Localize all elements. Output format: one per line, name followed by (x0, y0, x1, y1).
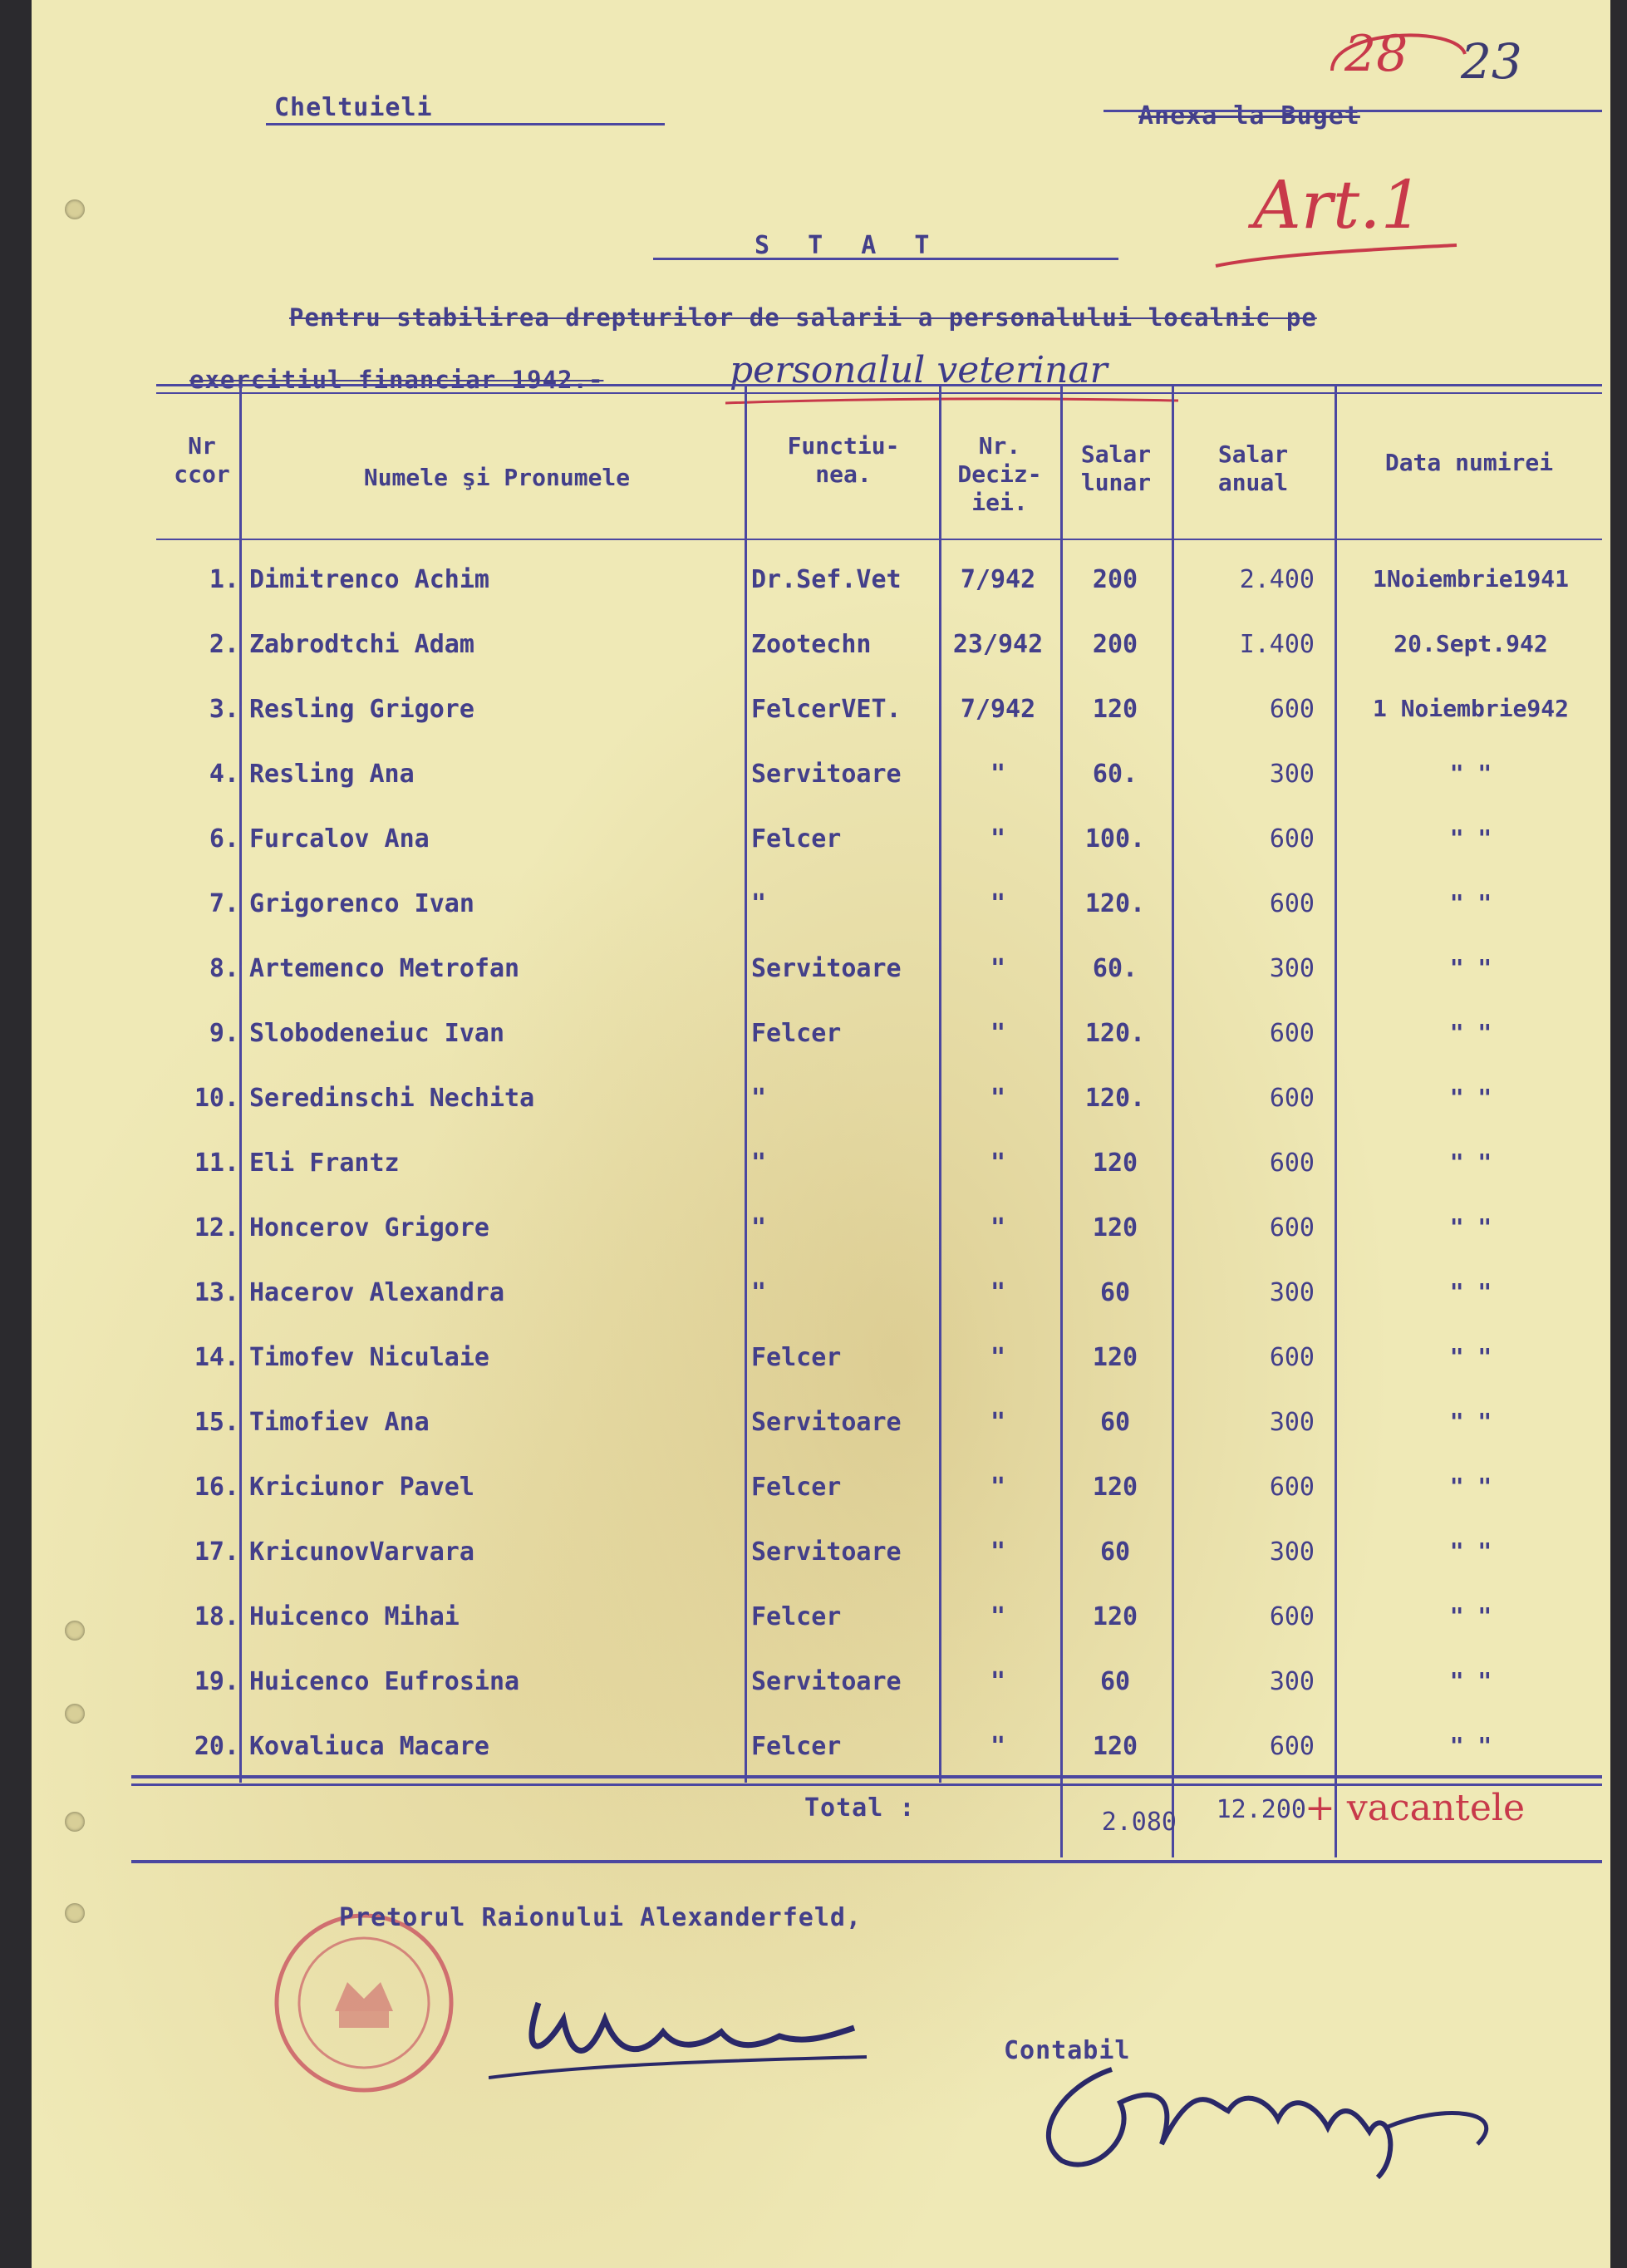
row-name: Huicenco Eufrosina (249, 1667, 520, 1696)
row-salary-year: 600 (1269, 1343, 1315, 1372)
row-salary-month: 120 (1092, 1602, 1138, 1631)
row-salary-year: 300 (1269, 1278, 1315, 1307)
row-salary-year: 600 (1269, 1019, 1315, 1048)
row-salary-month: 120 (1092, 1473, 1138, 1502)
row-date: " " (1449, 1343, 1492, 1370)
table-top-rule (156, 384, 1602, 386)
row-date: " " (1449, 1213, 1492, 1241)
row-nr: 2. (209, 630, 239, 659)
row-date: " " (1449, 1473, 1492, 1500)
row-nr: 11. (194, 1149, 239, 1178)
row-function: Felcer (751, 824, 842, 854)
row-salary-year: I.400 (1239, 630, 1315, 659)
row-salary-month: 120 (1092, 1343, 1138, 1372)
row-salary-month: 200 (1092, 565, 1138, 594)
row-salary-month: 60 (1099, 1667, 1131, 1696)
row-salary-month: 60 (1099, 1278, 1131, 1307)
row-decision: " (990, 889, 1006, 918)
row-salary-month: 200 (1092, 630, 1138, 659)
row-function: FelcerVET. (751, 695, 902, 724)
title-underline (653, 258, 1118, 260)
page-number-ink: 23 (1461, 33, 1522, 90)
row-nr: 10. (194, 1084, 239, 1113)
row-nr: 6. (209, 824, 239, 854)
row-salary-month: 120 (1092, 1732, 1138, 1761)
document-title: S T A T (755, 231, 941, 260)
table-header-rule (156, 539, 1602, 540)
contabil-signature (1012, 2053, 1536, 2186)
row-function: Servitoare (751, 954, 902, 983)
row-salary-year: 600 (1269, 1473, 1315, 1502)
row-name: Honcerov Grigore (249, 1213, 489, 1242)
page-number-red: 28 (1344, 25, 1408, 83)
row-name: Resling Grigore (249, 695, 474, 724)
row-salary-year: 2.400 (1239, 565, 1315, 594)
column-divider (239, 386, 242, 1783)
column-divider (1335, 386, 1337, 1857)
row-salary-month: 120. (1084, 1084, 1146, 1113)
row-name: Kovaliuca Macare (249, 1732, 489, 1761)
official-stamp (264, 1903, 464, 2103)
header-function: Functiu- nea. (787, 432, 900, 488)
punch-hole (65, 1704, 85, 1724)
row-nr: 1. (209, 565, 239, 594)
row-salary-year: 600 (1269, 1149, 1315, 1178)
row-salary-year: 600 (1269, 824, 1315, 854)
row-salary-month: 120. (1084, 889, 1146, 918)
row-salary-year: 600 (1269, 695, 1315, 724)
row-name: Resling Ana (249, 760, 415, 789)
row-nr: 7. (209, 889, 239, 918)
handwritten-underline (721, 391, 1187, 416)
row-salary-year: 600 (1269, 1732, 1315, 1761)
row-function: Felcer (751, 1602, 842, 1631)
punch-hole (65, 1812, 85, 1832)
table-bottom-rule (131, 1783, 1602, 1786)
row-salary-year: 300 (1269, 1537, 1315, 1567)
row-nr: 16. (194, 1473, 239, 1502)
document-page (32, 0, 1610, 2268)
row-decision: " (990, 1408, 1006, 1437)
row-salary-year: 600 (1269, 889, 1315, 918)
row-function: " (751, 889, 767, 918)
row-name: Grigorenco Ivan (249, 889, 474, 918)
row-function: " (751, 1213, 767, 1242)
row-salary-year: 300 (1269, 1667, 1315, 1696)
header-decision: Nr. Deciz- iei. (957, 432, 1042, 516)
row-date: 1 Noiembrie942 (1372, 695, 1569, 722)
row-decision: " (990, 1019, 1006, 1048)
contabil-label: Contabil (1004, 2036, 1131, 2065)
row-salary-month: 120 (1092, 1149, 1138, 1178)
row-function: Servitoare (751, 1667, 902, 1696)
row-nr: 15. (194, 1408, 239, 1437)
subtitle-line1: Pentru stabilirea drepturilor de salarii a personalului localnic pe (289, 303, 1317, 332)
row-date: " " (1449, 1278, 1492, 1306)
row-decision: " (990, 1732, 1006, 1761)
row-decision: " (990, 1149, 1006, 1178)
row-decision: " (990, 1602, 1006, 1631)
column-divider (1060, 386, 1063, 1857)
total-label: Total : (804, 1793, 916, 1823)
row-salary-month: 60 (1099, 1408, 1131, 1437)
row-nr: 4. (209, 760, 239, 789)
row-name: Timofev Niculaie (249, 1343, 489, 1372)
punch-hole (65, 1903, 85, 1923)
row-nr: 20. (194, 1732, 239, 1761)
subtitle-line2: exercitiul financiar 1942.- (189, 366, 604, 394)
row-date: " " (1449, 760, 1492, 787)
header-nr: Nr ccor (174, 432, 230, 488)
row-nr: 17. (194, 1537, 239, 1567)
row-name: Zabrodtchi Adam (249, 630, 474, 659)
column-divider (1172, 386, 1174, 1857)
row-function: " (751, 1278, 767, 1307)
total-rule (131, 1860, 1602, 1863)
row-date: 1Noiembrie1941 (1372, 565, 1569, 593)
row-name: KricunovVarvara (249, 1537, 474, 1567)
header-right: Anexa la Buget (1138, 101, 1360, 130)
row-salary-month: 120 (1092, 695, 1138, 724)
row-name: Slobodeneiuc Ivan (249, 1019, 505, 1048)
row-salary-month: 60. (1092, 954, 1138, 983)
article-underline (1212, 233, 1461, 283)
header-date: Data numirei (1384, 449, 1554, 476)
row-name: Dimitrenco Achim (249, 565, 489, 594)
row-name: Artemenco Metrofan (249, 954, 520, 983)
row-decision: " (990, 1213, 1006, 1242)
punch-hole (65, 1621, 85, 1641)
header-underline (266, 123, 665, 125)
row-date: " " (1449, 954, 1492, 981)
column-divider (745, 386, 747, 1783)
row-name: Eli Frantz (249, 1149, 400, 1178)
row-name: Kriciunor Pavel (249, 1473, 474, 1502)
row-salary-year: 600 (1269, 1602, 1315, 1631)
row-function: Servitoare (751, 1408, 902, 1437)
pretor-line: Pretorul Raionului Alexanderfeld, (339, 1903, 863, 1932)
header-left: Cheltuieli (274, 93, 433, 122)
row-nr: 13. (194, 1278, 239, 1307)
row-nr: 8. (209, 954, 239, 983)
row-function: Dr.Sef.Vet (751, 565, 902, 594)
punch-hole (65, 199, 85, 219)
row-function: Servitoare (751, 760, 902, 789)
row-decision: " (990, 1473, 1006, 1502)
row-date: " " (1449, 1149, 1492, 1176)
row-date: " " (1449, 1602, 1492, 1630)
row-name: Huicenco Mihai (249, 1602, 460, 1631)
row-decision: " (990, 954, 1006, 983)
header-underline (1104, 110, 1602, 112)
row-function: Felcer (751, 1019, 842, 1048)
row-decision: " (990, 1084, 1006, 1113)
row-date: 20.Sept.942 (1394, 630, 1548, 657)
row-date: " " (1449, 1084, 1492, 1111)
row-salary-year: 300 (1269, 760, 1315, 789)
row-decision: 7/942 (960, 695, 1036, 724)
row-salary-year: 300 (1269, 1408, 1315, 1437)
row-salary-month: 60 (1099, 1537, 1131, 1567)
total-month: 2.080 (1101, 1808, 1177, 1837)
row-function: Zootechn (751, 630, 872, 659)
row-function: Felcer (751, 1343, 842, 1372)
row-decision: " (990, 760, 1006, 789)
total-note: + vacantele (1305, 1787, 1525, 1829)
table-top-rule (156, 392, 1602, 394)
row-salary-year: 300 (1269, 954, 1315, 983)
row-function: " (751, 1149, 767, 1178)
row-name: Seredinschi Nechita (249, 1084, 535, 1113)
row-name: Furcalov Ana (249, 824, 430, 854)
row-date: " " (1449, 1408, 1492, 1435)
row-salary-year: 600 (1269, 1084, 1315, 1113)
row-function: Servitoare (751, 1537, 902, 1567)
row-salary-month: 60. (1092, 760, 1138, 789)
row-decision: " (990, 1278, 1006, 1307)
row-date: " " (1449, 1537, 1492, 1565)
row-date: " " (1449, 889, 1492, 917)
row-nr: 18. (194, 1602, 239, 1631)
row-decision: " (990, 1343, 1006, 1372)
row-name: Timofiev Ana (249, 1408, 430, 1437)
row-nr: 19. (194, 1667, 239, 1696)
row-salary-month: 120. (1084, 1019, 1146, 1048)
row-date: " " (1449, 1667, 1492, 1695)
row-decision: 7/942 (960, 565, 1036, 594)
row-function: " (751, 1084, 767, 1113)
table-bottom-rule (131, 1775, 1602, 1778)
row-decision: " (990, 1667, 1006, 1696)
article-mark: Art.1 (1253, 166, 1423, 244)
header-salary-year: Salar anual (1217, 440, 1289, 496)
row-salary-month: 120 (1092, 1213, 1138, 1242)
row-date: " " (1449, 1019, 1492, 1046)
row-function: Felcer (751, 1732, 842, 1761)
row-nr: 14. (194, 1343, 239, 1372)
row-nr: 9. (209, 1019, 239, 1048)
row-nr: 3. (209, 695, 239, 724)
subtitle-handwritten: personalul veterinar (730, 349, 1108, 391)
row-decision: 23/942 (952, 630, 1044, 659)
total-year: 12.200 (1216, 1795, 1306, 1824)
row-date: " " (1449, 824, 1492, 852)
header-salary-month: Salar lunar (1080, 440, 1152, 496)
row-date: " " (1449, 1732, 1492, 1759)
pretor-signature (489, 1986, 871, 2086)
page-number-circle (1324, 21, 1473, 100)
header-name: Numele şi Pronumele (363, 464, 631, 491)
row-salary-year: 600 (1269, 1213, 1315, 1242)
row-decision: " (990, 1537, 1006, 1567)
row-nr: 12. (194, 1213, 239, 1242)
row-function: Felcer (751, 1473, 842, 1502)
row-name: Hacerov Alexandra (249, 1278, 505, 1307)
row-salary-month: 100. (1084, 824, 1146, 854)
row-decision: " (990, 824, 1006, 854)
